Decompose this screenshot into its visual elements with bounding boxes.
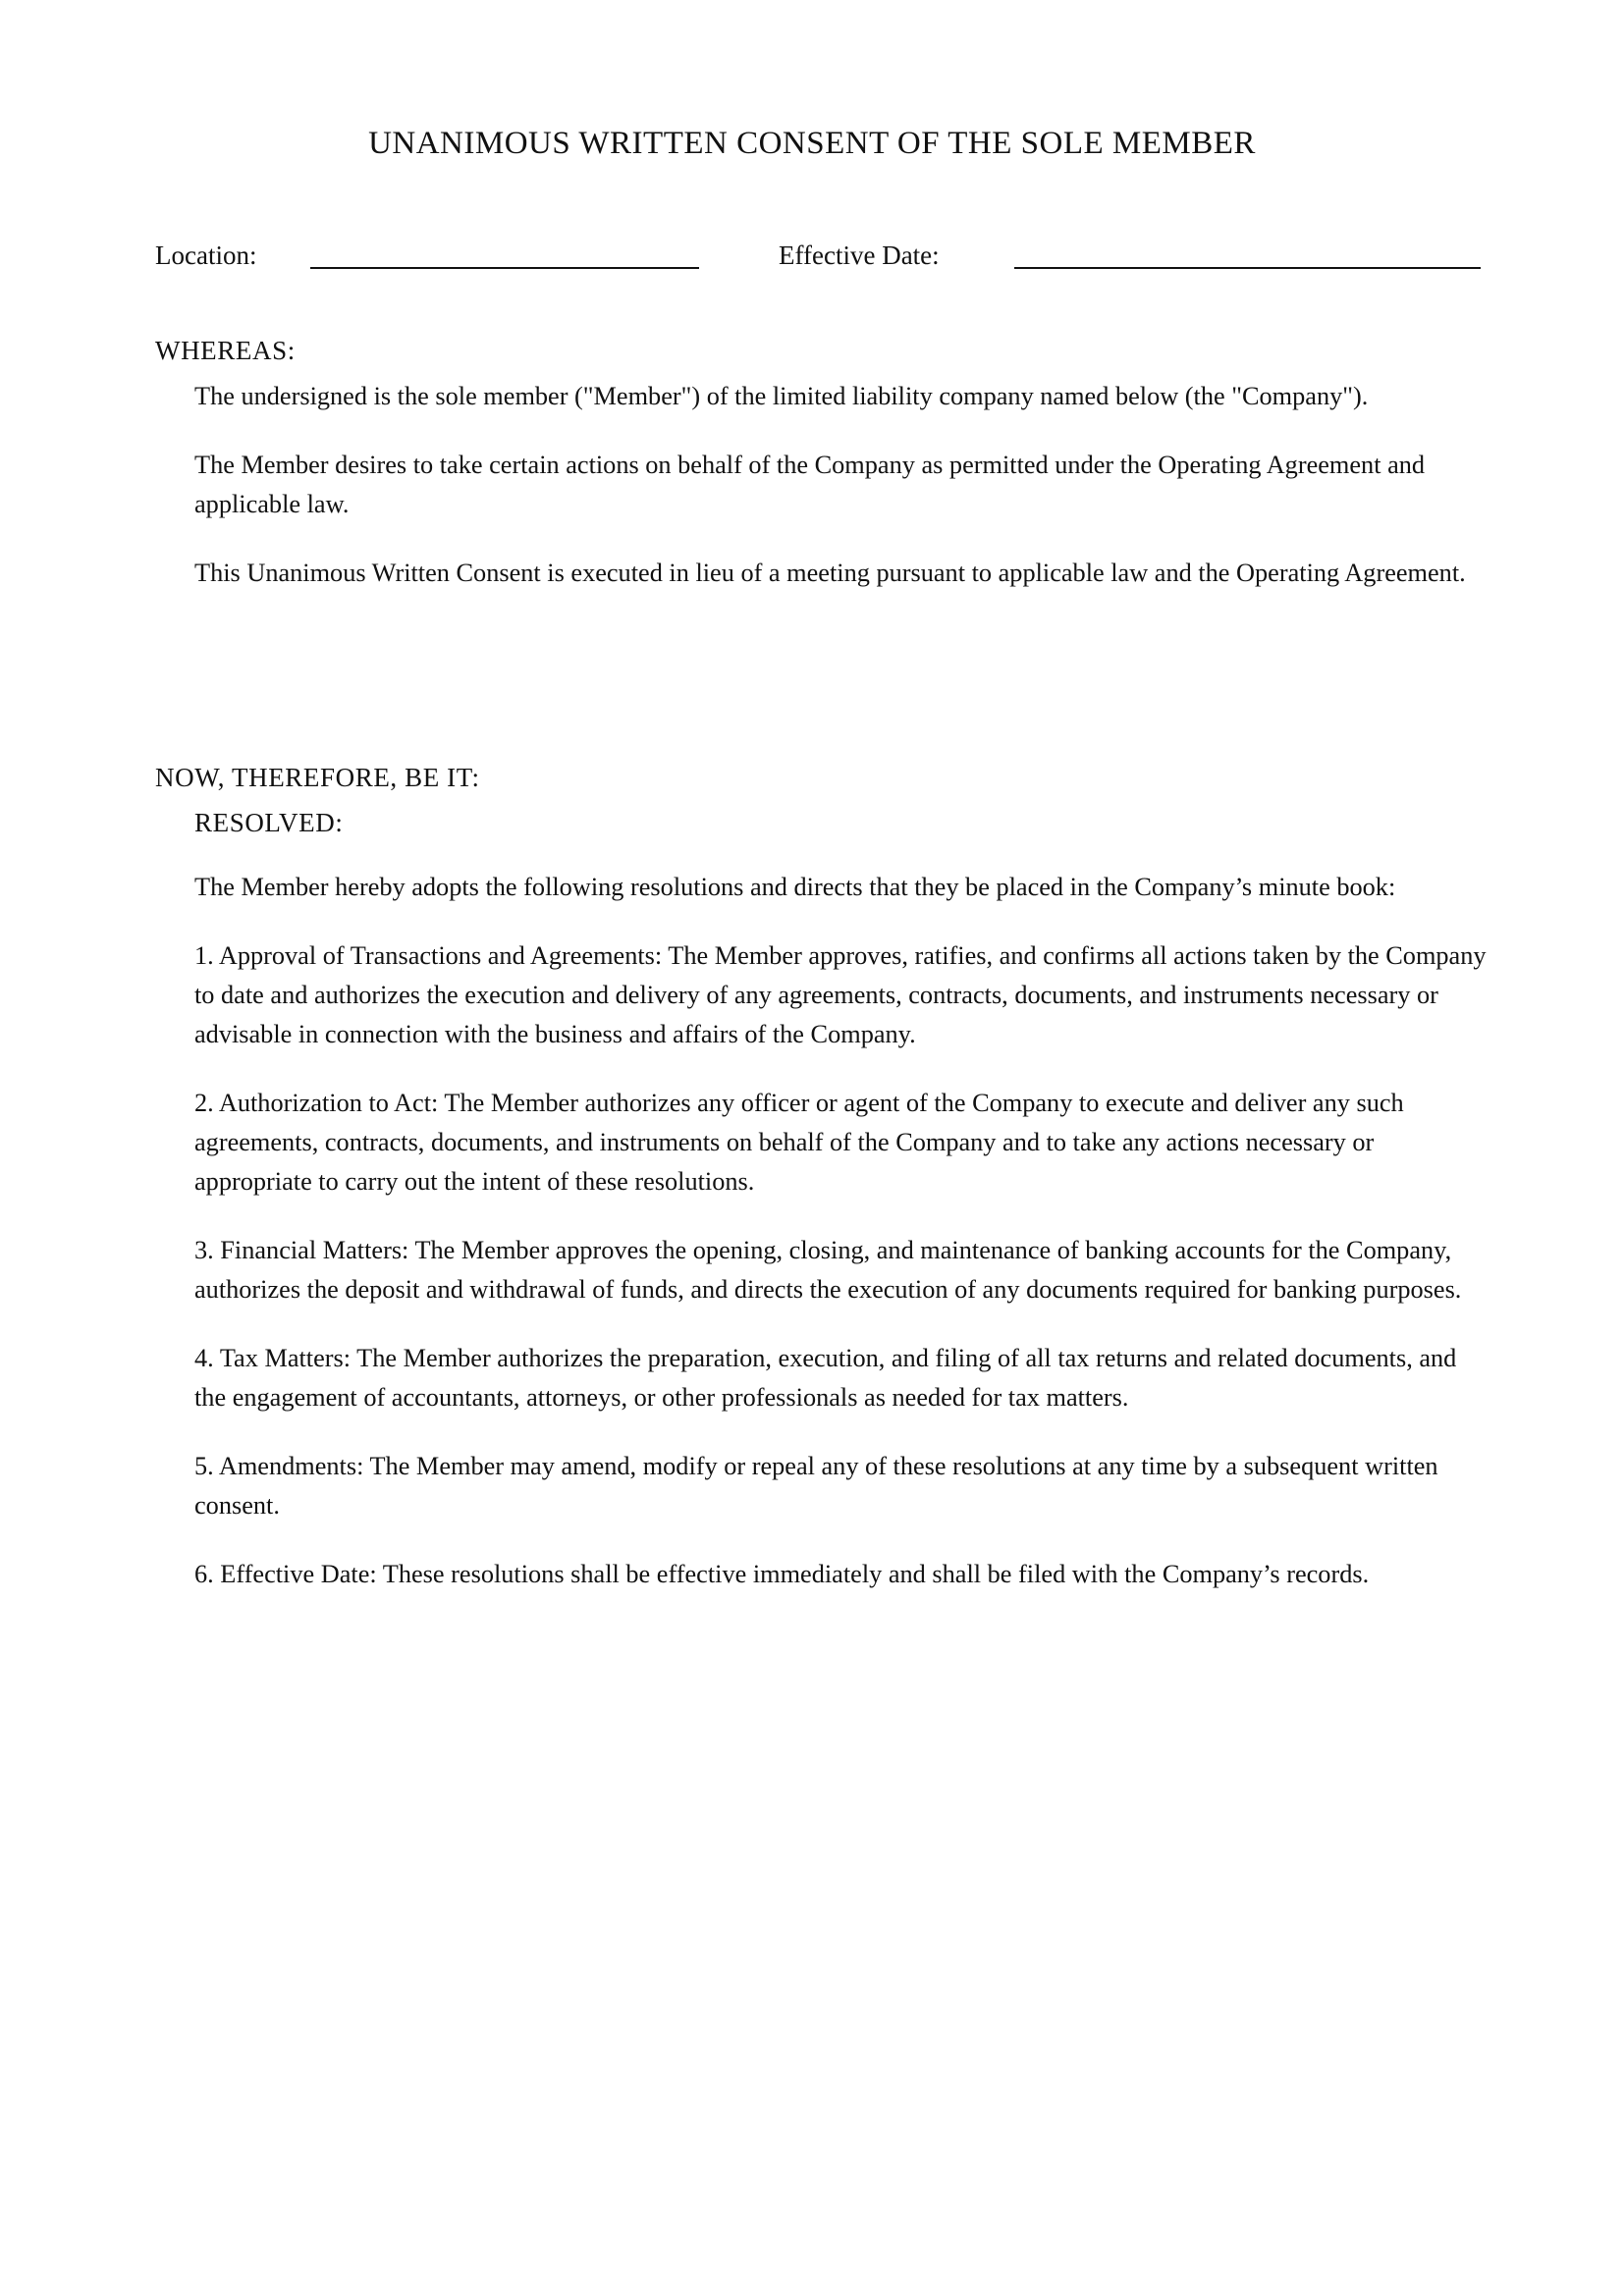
effective-date-label: Effective Date: — [779, 240, 940, 270]
location-blank-line[interactable] — [310, 267, 699, 269]
effective-date-blank-line[interactable] — [1014, 267, 1481, 269]
now-therefore-heading: NOW, THEREFORE, BE IT: — [155, 763, 480, 792]
whereas-paragraph: The Member desires to take certain actions on behalf of the Company as permitted under the Operating Agreement and applicable law. — [194, 451, 1426, 518]
whereas-heading: WHEREAS: — [155, 336, 296, 365]
header-fields — [155, 236, 1481, 285]
whereas-section — [194, 377, 1490, 622]
whereas-paragraph: The undersigned is the sole member ("Member") of the limited liability company named below (the "Company"). — [194, 382, 1369, 410]
resolution-item: 4. Tax Matters: The Member authorizes the preparation, execution, and filing of all tax returns and related documents, and the engagement of accountants, attorneys, or other professionals as needed for tax matters. — [194, 1344, 1457, 1412]
resolution-item: 1. Approval of Transactions and Agreements: The Member approves, ratifies, and confirms all actions taken by the Company to date and authorizes the execution and delivery of any agreements, contracts, documents, and instruments necessary or advisable in connection with the business and affairs of the Company. — [194, 941, 1487, 1048]
resolved-heading: RESOLVED: — [194, 808, 344, 837]
location-label: Location: — [155, 240, 257, 270]
whereas-paragraph: This Unanimous Written Consent is executed in lieu of a meeting pursuant to applicable law and the Operating Agreement. — [194, 559, 1466, 587]
resolution-item: 6. Effective Date: These resolutions shall be effective immediately and shall be filed with the Company’s records. — [194, 1560, 1370, 1588]
resolution-item: 5. Amendments: The Member may amend, modify or repeal any of these resolutions at any time by a subsequent written consent. — [194, 1452, 1438, 1520]
document-title: UNANIMOUS WRITTEN CONSENT OF THE SOLE MEMBER — [368, 126, 1256, 161]
resolution-item: 3. Financial Matters: The Member approves the opening, closing, and maintenance of banking accounts for the Company, authorizes the deposit and withdrawal of funds, and directs the execution of any documents required for banking purposes. — [194, 1236, 1462, 1304]
resolutions-section — [194, 868, 1490, 1624]
resolutions-intro: The Member hereby adopts the following resolutions and directs that they be placed in the Company’s minute book: — [194, 873, 1396, 901]
resolution-item: 2. Authorization to Act: The Member authorizes any officer or agent of the Company to execute and deliver any such agreements, contracts, documents, and instruments on behalf of the Company and to take any actions necessary or appropriate to carry out the intent of these resolutions. — [194, 1089, 1404, 1196]
